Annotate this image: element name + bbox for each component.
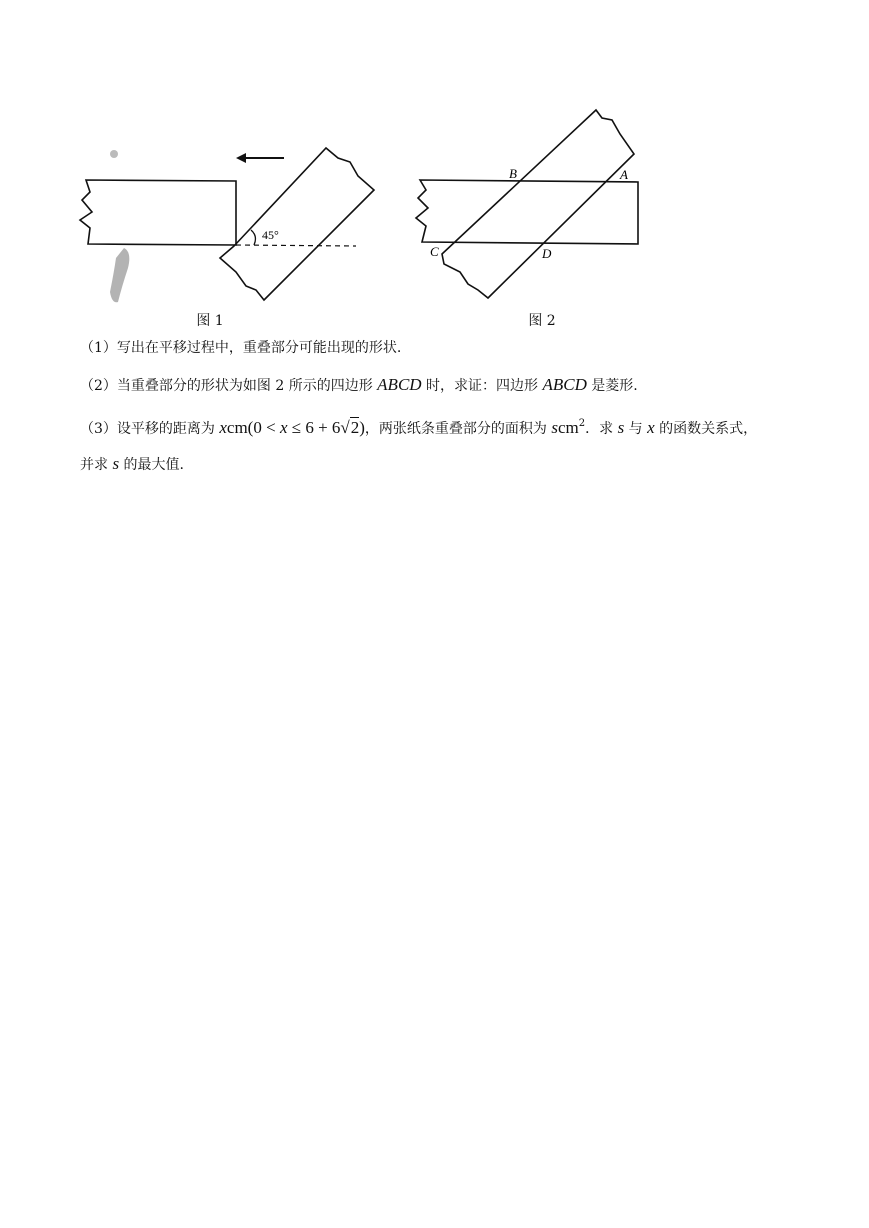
variable-x: x xyxy=(219,418,227,437)
figure-1-caption: 图 1 xyxy=(196,313,224,329)
dashed-extension-line xyxy=(236,245,356,246)
angle-arc xyxy=(251,230,255,245)
question-3-line-2 xyxy=(80,454,184,475)
figure-2-drawing xyxy=(412,104,652,314)
angle-label: 45° xyxy=(262,228,279,242)
question-1 xyxy=(80,338,401,358)
question-2-middle: 时，求证：四边形 xyxy=(421,378,543,394)
quadrilateral-name: ABCD xyxy=(377,375,422,394)
variable-x-2: x xyxy=(279,418,288,437)
point-label-c: C xyxy=(430,244,439,259)
horizontal-paper-strip xyxy=(80,180,236,245)
area-unit-exponent: 2 xyxy=(578,418,586,429)
ink-smudge-large xyxy=(110,248,129,302)
range-mid: ≤ 6 + 6 xyxy=(287,418,341,437)
figure-2-caption: 图 2 xyxy=(528,313,556,329)
question-3-tail-b: 与 xyxy=(624,421,648,437)
point-label-d: D xyxy=(542,246,552,261)
range-open: cm(0 < xyxy=(226,418,280,437)
question-3-line2-a: 并求 xyxy=(80,457,113,473)
question-3-line2-b: 的最大值. xyxy=(119,457,184,473)
question-2 xyxy=(80,375,638,396)
sqrt-symbol: √ xyxy=(340,418,350,437)
variable-s-3: s xyxy=(112,454,120,473)
question-3-middle: ，两张纸条重叠部分的面积为 xyxy=(364,421,552,437)
question-3-tail-a: ．求 xyxy=(585,421,618,437)
variable-s: s xyxy=(551,418,558,437)
slanted-paper-strip xyxy=(442,110,634,298)
sqrt-argument: 2 xyxy=(350,418,360,437)
horizontal-paper-strip xyxy=(416,180,638,244)
figure-2 xyxy=(412,104,652,314)
ink-smudge-small xyxy=(110,150,118,158)
figure-1 xyxy=(76,140,386,310)
area-unit: cm xyxy=(558,418,579,437)
point-label-b: B xyxy=(509,166,517,181)
arrow-head xyxy=(236,153,246,163)
question-3-tail-c: 的函数关系式， xyxy=(654,421,758,437)
quadrilateral-name-2: ABCD xyxy=(542,375,587,394)
range-close: ) xyxy=(359,418,365,437)
slanted-paper-strip xyxy=(220,148,374,300)
point-label-a: A xyxy=(620,167,628,182)
question-1-text: （1）写出在平移过程中，重叠部分可能出现的形状. xyxy=(80,340,402,356)
question-2-prefix: （2）当重叠部分的形状为如图 2 所示的四边形 xyxy=(80,378,378,394)
question-3-line-1 xyxy=(80,414,757,439)
question-3-prefix: （3）设平移的距离为 xyxy=(80,421,220,437)
question-2-suffix: 是菱形. xyxy=(586,378,638,394)
variable-x-3: x xyxy=(647,418,655,437)
figure-1-drawing xyxy=(76,140,386,310)
variable-s-2: s xyxy=(617,418,625,437)
